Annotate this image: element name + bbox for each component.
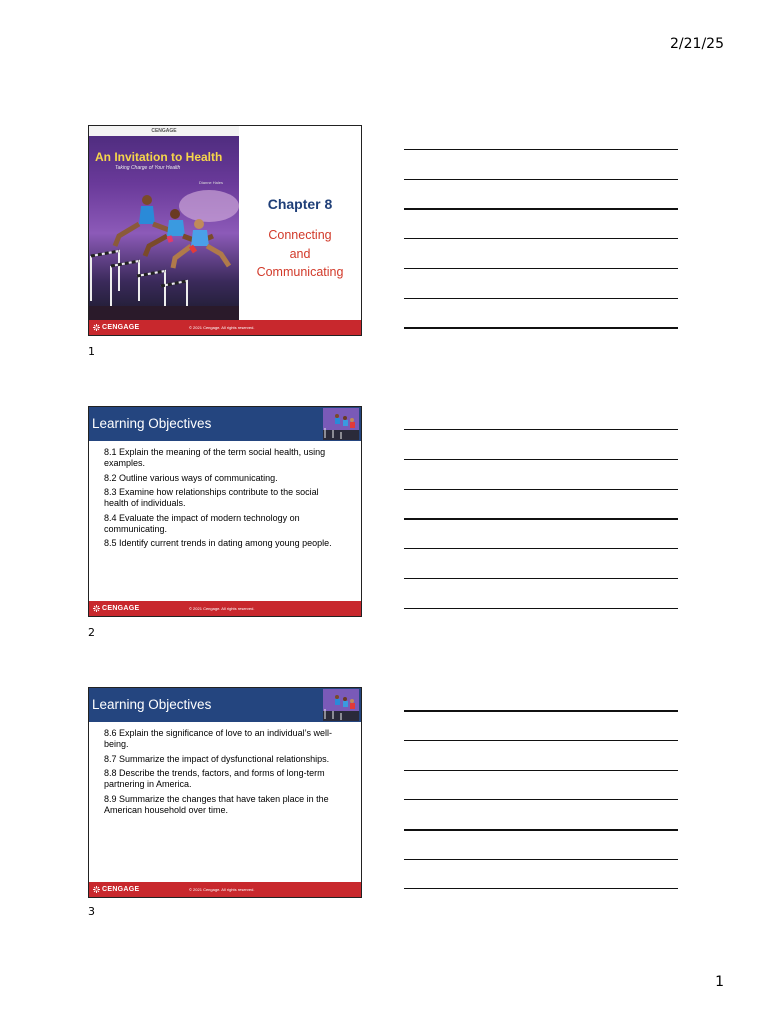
slide-header	[89, 688, 361, 722]
footer-copyright: © 2021 Cengage. All rights reserved.	[189, 325, 255, 330]
footer-logo-text: CENGAGE	[102, 605, 140, 612]
footer-copyright: © 2021 Cengage. All rights reserved.	[189, 606, 255, 611]
note-line	[404, 298, 678, 299]
note-line	[404, 179, 678, 180]
cover-book-title: An Invitation to Health	[95, 150, 223, 164]
objectives-list	[104, 447, 339, 553]
slide-title: Learning Objectives	[92, 697, 212, 712]
note-line	[404, 710, 678, 712]
note-line	[404, 518, 678, 520]
note-line	[404, 429, 678, 430]
note-line	[404, 327, 678, 329]
subtitle-line: and	[289, 246, 311, 261]
slide-header	[89, 407, 361, 441]
chapter-title: Chapter 8	[267, 196, 333, 212]
objective-item: 8.7 Summarize the impact of dysfunctional relationships.	[104, 753, 330, 764]
slide-number: 3	[88, 905, 95, 918]
footer-copyright: © 2021 Cengage. All rights reserved.	[189, 887, 255, 892]
note-line	[404, 770, 678, 771]
slide-footer	[89, 320, 361, 335]
note-line	[404, 608, 678, 609]
objective-item: 8.3 Examine how relationships contribute to the social health of individuals.	[104, 487, 319, 509]
slide-footer	[89, 601, 361, 616]
cover-author: Dianne Hales	[198, 180, 223, 185]
objective-item: 8.8 Describe the trends, factors, and forms of long-term partnering in America.	[104, 768, 325, 790]
note-line	[404, 799, 678, 800]
slide-2	[88, 406, 362, 617]
chapter-subtitle	[239, 226, 361, 282]
objective-item: 8.5 Identify current trends in dating among young people.	[104, 538, 332, 549]
objective-item: 8.6 Explain the significance of love to an individual’s well-being.	[104, 728, 332, 749]
note-line	[404, 578, 678, 579]
objectives-list	[104, 728, 339, 819]
note-line	[404, 888, 678, 889]
slide-footer	[89, 882, 361, 897]
footer-logo-text: CENGAGE	[102, 324, 140, 331]
slide-3	[88, 687, 362, 898]
objective-item: 8.4 Evaluate the impact of modern technology on communicating.	[104, 512, 300, 534]
cengage-logo	[93, 324, 140, 331]
hurdlers-thumbnail	[323, 689, 359, 721]
note-line	[404, 149, 678, 150]
page-number: 1	[715, 974, 724, 990]
note-line	[404, 208, 678, 210]
note-line	[404, 829, 678, 831]
note-line	[404, 268, 678, 269]
cengage-logo	[93, 605, 140, 612]
cengage-star-icon	[93, 605, 100, 612]
cover-publisher: CENGAGE	[151, 128, 177, 134]
objective-item: 8.9 Summarize the changes that have taken place in the American household over time.	[104, 793, 329, 815]
subtitle-line: Connecting	[268, 228, 332, 242]
note-line	[404, 238, 678, 239]
note-line	[404, 459, 678, 460]
book-cover-image	[89, 126, 239, 321]
objective-item: 8.2 Outline various ways of communicating.	[104, 472, 278, 483]
slide-1	[88, 125, 362, 336]
hurdlers-illustration	[89, 126, 239, 321]
slide-title: Learning Objectives	[92, 416, 212, 431]
cengage-star-icon	[93, 324, 100, 331]
note-line	[404, 548, 678, 549]
cengage-star-icon	[93, 886, 100, 893]
note-line	[404, 489, 678, 490]
objective-item: 8.1 Explain the meaning of the term social health, using examples.	[104, 447, 326, 468]
cover-book-subtitle: Taking Charge of Your Health	[115, 165, 181, 171]
note-line	[404, 859, 678, 860]
footer-logo-text: CENGAGE	[102, 886, 140, 893]
subtitle-line: Communicating	[256, 265, 344, 279]
slide-number: 1	[88, 345, 95, 358]
hurdlers-thumbnail	[323, 408, 359, 440]
slide-number: 2	[88, 626, 95, 639]
note-line	[404, 740, 678, 741]
page-date: 2/21/25	[670, 36, 724, 52]
cengage-logo	[93, 886, 140, 893]
